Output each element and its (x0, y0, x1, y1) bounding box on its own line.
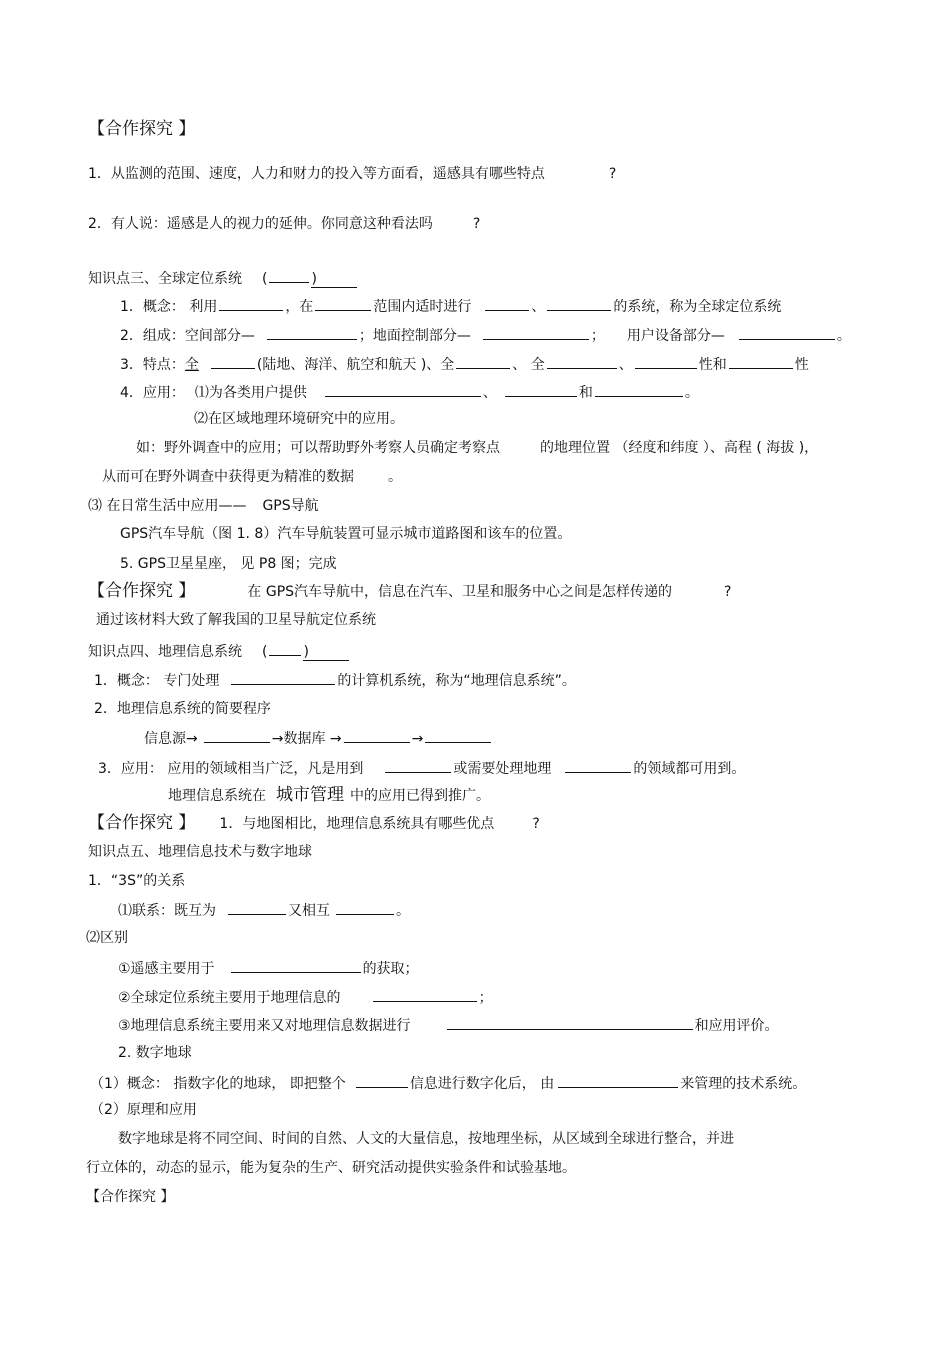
text: 。 (836, 328, 851, 344)
text: → (411, 731, 424, 747)
section-title-text: 知识点三、全球定位系统 (88, 271, 242, 287)
blank (565, 758, 631, 773)
text: →数据库 → (271, 731, 342, 747)
text-line: ⑵在区域地理环境研究中的应用。 (194, 411, 404, 427)
text: 、 (618, 357, 633, 373)
text-line: 1．“3S”的关系 (88, 873, 186, 889)
section-heading: 【合作探究 】 (88, 581, 196, 601)
question-line (88, 215, 480, 233)
text: ，在 (285, 299, 314, 315)
text: 或需要处理地理 (453, 761, 552, 777)
blank (485, 296, 529, 311)
paren-close: ) (311, 271, 356, 288)
text-line (88, 497, 319, 515)
application-line (98, 758, 745, 778)
blank (315, 296, 371, 311)
blank (635, 354, 697, 369)
text-line: （2）原理和应用 (90, 1102, 197, 1118)
blank (336, 900, 394, 915)
question-text: 2．有人说：遥感是人的视力的延伸。你同意这种看法吗 (88, 216, 433, 232)
text: ①遥感主要用于 (118, 961, 215, 977)
application-line (120, 382, 699, 402)
text: 来管理的技术系统。 (680, 1076, 807, 1092)
text: GPS导航 (262, 498, 319, 514)
text: 、 (531, 299, 546, 315)
blank (211, 354, 255, 369)
text: 地理信息系统在 (168, 788, 266, 804)
text: 信息进行数字化后， 由 (409, 1076, 555, 1092)
text: 的领域都可用到。 (633, 761, 746, 777)
text-line (168, 786, 490, 805)
blank (219, 296, 283, 311)
text: 信息源→ (144, 731, 198, 747)
blank (325, 382, 481, 397)
concept-line (120, 296, 781, 316)
text-line (102, 468, 402, 486)
text: 、 全 (512, 357, 545, 373)
features-line (120, 354, 809, 374)
paren-open: ( (262, 271, 268, 287)
text: 性和 (698, 357, 727, 373)
procedure-line (144, 728, 493, 748)
blank (558, 1073, 678, 1088)
concept-line (94, 670, 576, 690)
blank (483, 325, 589, 340)
text: 的地理位置 （经度和纬度 ）、高程 ( 海拔 )， (540, 440, 819, 456)
text: ； (478, 990, 493, 1006)
section-heading: 【合作探究 】 (88, 119, 196, 139)
blank (456, 354, 510, 369)
blank (505, 382, 577, 397)
paren-close: ) (303, 644, 348, 661)
section-title (88, 641, 349, 661)
text: 3．应用： 应用的领域相当广泛，凡是用到 (98, 761, 364, 777)
difference-line (118, 987, 493, 1007)
paren-open: ( (262, 644, 268, 660)
blank (356, 1073, 408, 1088)
blank (547, 354, 617, 369)
text: 的系统，称为全球定位系统 (613, 299, 782, 315)
text: 用户设备部分— (626, 328, 725, 344)
text: 如：野外调查中的应用；可以帮助野外考察人员确定考察点 (136, 440, 500, 456)
section-heading: 【合作探究 】 (88, 813, 196, 833)
blank (447, 1015, 693, 1030)
text: ； (590, 328, 605, 344)
question-text: 1．与地图相比，地理信息系统具有哪些优点 (219, 816, 495, 832)
text-line: ⑵区别 (86, 930, 128, 946)
paragraph-line: 行立体的，动态的显示，能为复杂的生产、研究活动提供实验条件和试验基地。 (86, 1160, 576, 1176)
text: 1．概念： 专门处理 (94, 673, 220, 689)
question-mark: ? (724, 584, 732, 600)
section-title-text: 知识点四、地理信息系统 (88, 644, 242, 660)
text: 范围内适时进行 (373, 299, 472, 315)
blank (204, 728, 270, 743)
difference-line (118, 958, 419, 978)
text: 从而可在野外调查中获得更为精准的数据 (102, 469, 354, 485)
section-title: 知识点五、地理信息技术与数字地球 (88, 844, 312, 860)
text: （1）概念： 指数字化的地球， 即把整个 (90, 1076, 346, 1092)
text: 又相互 (288, 903, 330, 919)
text: ⑴联系：既互为 (118, 903, 216, 919)
section-heading: 【合作探究 】 (86, 1189, 175, 1205)
text-line: 通过该材料大致了解我国的卫星导航定位系统 (96, 612, 376, 628)
blank (729, 354, 793, 369)
text: 。 (396, 903, 410, 919)
text: 2．组成：空间部分— (120, 328, 255, 344)
text-line: 2. 数字地球 (118, 1045, 192, 1061)
blank (385, 758, 451, 773)
blank (547, 296, 611, 311)
text: 3．特点： (120, 357, 185, 373)
section-title (88, 268, 357, 288)
relation-line (118, 900, 410, 920)
text: ③地理信息系统主要用来又对地理信息数据进行 (118, 1018, 411, 1034)
text: 的获取； (362, 961, 419, 977)
blank (231, 670, 335, 685)
blank (269, 641, 301, 656)
question-mark: ? (532, 816, 540, 832)
blank (231, 958, 361, 973)
blank (267, 325, 357, 340)
blank (228, 900, 286, 915)
blank (269, 268, 309, 283)
question-line (88, 582, 731, 601)
paragraph-line: 数字地球是将不同空间、时间的自然、人文的大量信息，按地理坐标，从区域到全球进行整合，并进 (118, 1131, 734, 1147)
text: 和 (578, 385, 593, 401)
difference-line (118, 1015, 779, 1035)
text: 1．概念： 利用 (120, 299, 218, 315)
blank (739, 325, 835, 340)
text: 4．应用： (120, 385, 185, 401)
composition-line (120, 325, 851, 345)
text-line: 5. GPS卫星星座， 见 P8 图；完成 (120, 556, 337, 572)
text: 性 (794, 357, 809, 373)
text-line (136, 439, 818, 457)
text: 。 (684, 385, 699, 401)
blank (344, 728, 410, 743)
text: 中的应用已得到推广。 (350, 788, 490, 804)
text: (陆地、海洋、航空和航天 )、全 (256, 357, 455, 373)
text: 全 (184, 357, 199, 373)
text: 、 (482, 385, 497, 401)
text: 的计算机系统，称为“地理信息系统”。 (337, 673, 576, 689)
text: ；地面控制部分— (358, 328, 471, 344)
text-line: GPS汽车导航（图 1. 8）汽车导航装置可显示城市道路图和该车的位置。 (120, 526, 572, 542)
concept-line (90, 1073, 806, 1093)
question-mark: ? (472, 216, 481, 232)
text-line: 2．地理信息系统的简要程序 (94, 701, 271, 717)
question-text: 1．从监测的范围、速度，人力和财力的投入等方面看，遥感具有哪些特点 (88, 166, 545, 182)
question-line (88, 165, 616, 183)
blank (595, 382, 683, 397)
blank (425, 728, 491, 743)
question-text: 在 GPS汽车导航中，信息在汽车、卫星和服务中心之间是怎样传递的 (247, 584, 673, 600)
text: 和应用评价。 (694, 1018, 779, 1034)
text: 。 (388, 469, 402, 485)
text: ⑴为各类用户提供 (194, 385, 307, 401)
text: ⑶ 在日常生活中应用—— (88, 498, 247, 514)
blank (373, 987, 477, 1002)
question-line (88, 814, 540, 833)
text: 城市管理 (276, 785, 344, 805)
text: ②全球定位系统主要用于地理信息的 (118, 990, 341, 1006)
question-mark: ? (608, 166, 617, 182)
